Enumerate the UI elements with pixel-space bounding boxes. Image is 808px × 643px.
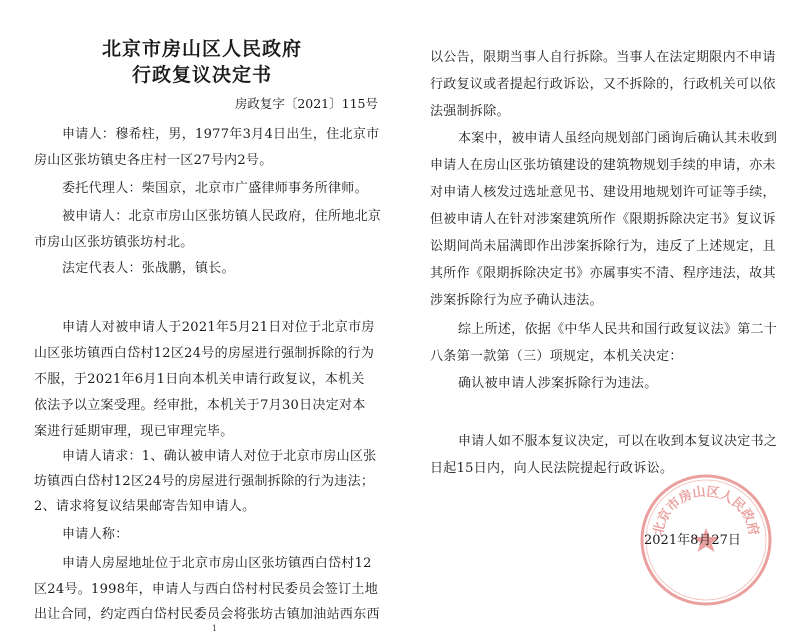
paragraph-line: 依法予以立案受理。经审批，本机关于7月30日决定对本	[34, 398, 366, 413]
paragraph-line: 日起15日内，向人民法院提起行政诉讼。	[430, 461, 674, 476]
seal-text: 北京市房山区人民政府	[651, 484, 761, 537]
paragraph-line: 申请人如不服本复议决定，可以在收到本复议决定书之	[458, 434, 778, 449]
document-number: 房政复字〔2021〕115号	[234, 96, 378, 111]
paragraph-line: 八条第一款第（三）项规定，本机关决定：	[430, 349, 683, 364]
paragraph-line: 讼期间尚未届满即作出涉案拆除行为，违反了上述规定，且	[430, 239, 776, 254]
document-title: 北京市房山区人民政府	[101, 38, 302, 60]
paragraph-line: 2、请求将复议结果邮寄告知申请人。	[34, 499, 256, 514]
paragraph-line: 区24号。1998年，申请人与西白岱村村民委员会签订土地	[34, 582, 379, 597]
document-subtitle: 行政复议决定书	[131, 64, 272, 86]
paragraph-line: 不服，于2021年6月1日向本机关申请行政复议，本机关	[34, 372, 365, 387]
paragraph-line: 被申请人：北京市房山区张坊镇人民政府，住所地北京	[62, 209, 382, 224]
paragraph-line: 案进行延期审理，现已审理完毕。	[34, 424, 234, 439]
paragraph-line: 对申请人核发过选址意见书、建设用地规划许可证等手续，	[430, 185, 776, 200]
paragraph-line: 山区张坊镇西白岱村12区24号的房屋进行强制拆除的行为	[34, 346, 375, 361]
decision-date: 2021年8月27日	[644, 533, 741, 548]
paragraph-line: 法强制拆除。	[430, 104, 510, 119]
paragraph-line: 但被申请人在针对涉案建筑所作《限期拆除决定书》复议诉	[430, 212, 776, 227]
paragraph-line: 法定代表人：张战鹏，镇长。	[62, 261, 235, 276]
paragraph-line: 综上所述，依据《中华人民共和国行政复议法》第二十	[458, 322, 778, 337]
paragraph-line: 其所作《限期拆除决定书》亦属事实不清、程序违法，故其	[430, 266, 776, 281]
paragraph-line: 申请人称：	[62, 527, 129, 542]
paragraph-line: 申请人：穆希柱，男，1977年3月4日出生，住北京市	[62, 127, 380, 142]
right-page	[404, 0, 808, 643]
paragraph-line: 本案中，被申请人虽经向规划部门函询后确认其未收到	[458, 131, 778, 146]
paragraph-line: 涉案拆除行为应予确认违法。	[430, 293, 603, 308]
paragraph-line: 申请人对被申请人于2021年5月21日对位于北京市房	[62, 320, 375, 335]
paragraph-line: 申请人在房山区张坊镇建设的建筑物规划手续的申请，亦未	[430, 158, 776, 173]
paragraph-line: 坊镇西白岱村12区24号的房屋进行强制拆除的行为违法；	[34, 474, 375, 489]
paragraph-line: 以公告，限期当事人自行拆除。当事人在法定期限内不申请	[430, 50, 776, 65]
decision-line: 确认被申请人涉案拆除行为违法。	[458, 376, 658, 391]
paragraph-line: 申请人房屋地址位于北京市房山区张坊镇西白岱村12	[62, 556, 372, 571]
page-number: 1	[212, 624, 218, 633]
paragraph-line: 申请人请求：1、确认被申请人对位于北京市房山区张	[62, 449, 377, 464]
paragraph-line: 出让合同，约定西白岱村民委员会将张坊古镇加油站西东西	[34, 607, 380, 622]
paragraph-line: 委托代理人：柴国京，北京市广盛律师事务所律师。	[62, 181, 368, 196]
paragraph-line: 房山区张坊镇史各庄村一区27号内2号。	[34, 153, 273, 168]
paragraph-line: 市房山区张坊镇张坊村北。	[34, 235, 194, 250]
paragraph-line: 行政复议或者提起行政诉讼，又不拆除的，行政机关可以依	[430, 77, 776, 92]
